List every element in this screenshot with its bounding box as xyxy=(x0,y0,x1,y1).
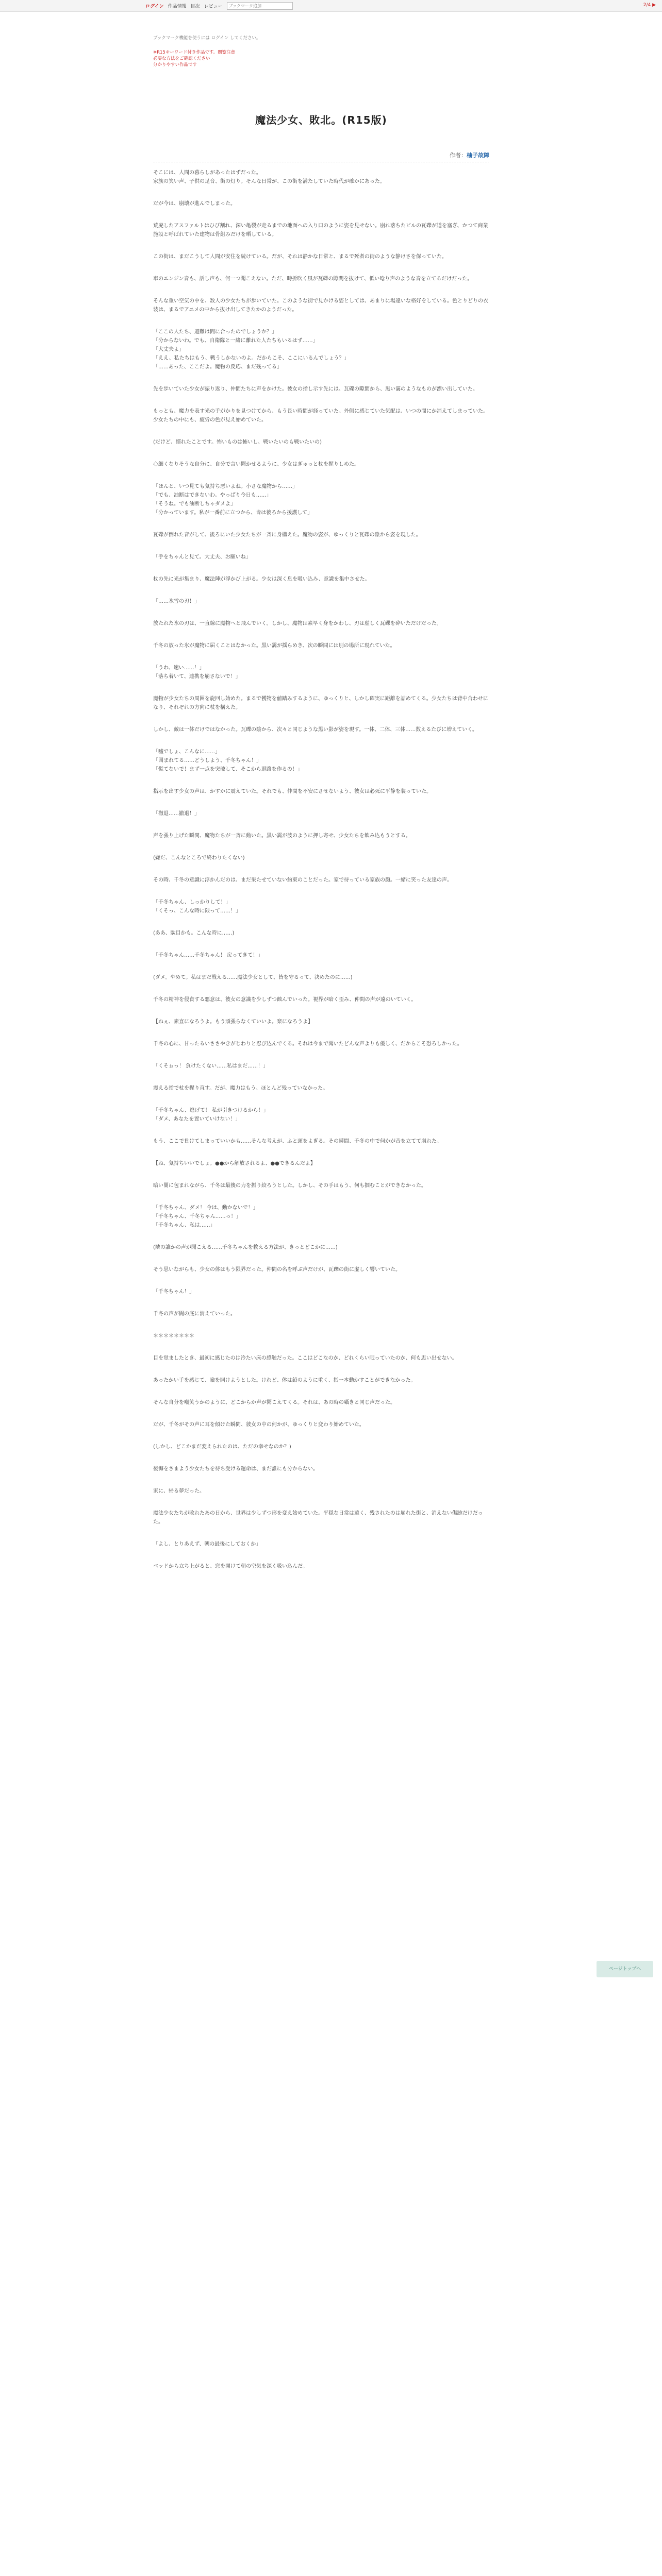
novel-paragraph: 指示を出す少女の声は、かすかに震えていた。それでも、仲間を不安にさせないよう、彼女は必死に平静を装っていた。 xyxy=(153,789,432,794)
top-bar xyxy=(0,0,662,12)
novel-paragraph: その時、千冬の意識に浮かんだのは、まだ果たせていない約束のことだった。家で待っている家族の顔。一緒に笑った友達の声。 xyxy=(153,877,452,883)
author-link[interactable]: 柚子故障 xyxy=(467,152,489,159)
novel-paragraph: 「嘘でしょ、こんなに……」 「囲まれてる……どうしよう、千冬ちゃん！」 「慌てないで！まず一点を突破して、そこから退路を作るの！」 xyxy=(153,749,303,772)
novel-paragraph: 先を歩いていた少女が振り返り、仲間たちに声をかけた。彼女の指し示す先には、瓦礫の隙間から、黒い靄のようなものが漂い出していた。 xyxy=(153,386,478,392)
novel-paragraph: ＊＊＊＊＊＊＊＊ xyxy=(153,1333,194,1339)
author-label: 作者： xyxy=(450,152,467,159)
novel-paragraph: 後悔をさまよう少女たちを待ち受ける運命は、まだ誰にも分からない。 xyxy=(153,1466,318,1472)
novel-paragraph: そんな重い空気の中を、数人の少女たちが歩いていた。このような街で見かける姿としては、あまりに場違いな格好をしている。色とりどりの衣装は、まるでアニメの中から抜け出してきたかのようだった。 xyxy=(153,298,488,313)
login-notice: ブックマーク機能を使うには ログイン してください。 xyxy=(153,36,261,41)
novel-paragraph: 「手をちゃんと見て。大丈夫、お願いね」 xyxy=(153,554,251,560)
novel-paragraph: もっとも、魔力を表す光の手がかりを見つけてから、もう長い時間が経っていた。外側に感じていた気配は、いつの間にか消えてしまっていた。少女たちの中にも、疲労の色が見え始めていた。 xyxy=(153,409,488,423)
novel-paragraph: 瓦礫が倒れた音がして、後ろにいた少女たちが一斉に身構えた。魔物の姿が、ゆっくりと瓦礫の陰から姿を現した。 xyxy=(153,532,421,538)
novel-paragraph: 「……氷雪の刃！」 xyxy=(153,599,200,604)
novel-paragraph: 心細くなりそうな自分に、自分で言い聞かせるように、少女はぎゅっと杖を握りしめた。 xyxy=(153,462,359,467)
novel-paragraph: そう思いながらも、少女の体はもう限界だった。仲間の名を呼ぶ声だけが、瓦礫の街に虚しく響いていた。 xyxy=(153,1267,401,1273)
novel-paragraph: 震える指で杖を握り直す。だが、魔力はもう、ほとんど残っていなかった。 xyxy=(153,1086,328,1091)
novel-paragraph: 「ほんと、いつ見ても気持ち悪いよね。小さな魔物から……」 「でも、油断はできないわ。やっぱり今日も……」 「そうね。でも油断しちゃダメよ」 「分かっています。私が一番前に立つから、皆は後ろから援護して」 xyxy=(153,484,313,516)
r15-notice: ※R15キーワード付き作品です。閲覧注意 必要な方法をご確認ください 分かりやすい作品です xyxy=(153,50,236,67)
nav-item-info[interactable]: 作品情報 xyxy=(168,4,187,9)
novel-paragraph: 暗い闇に包まれながら、千冬は最後の力を振り絞ろうとした。しかし、その手はもう、何も掴むことができなかった。 xyxy=(153,1183,426,1189)
novel-paragraph: 「うわ、速い……！」 「落ち着いて、連携を崩さないで！」 xyxy=(153,665,241,680)
novel-paragraph: (だけど、慣れたことです。怖いものは怖いし、戦いたいのも戦いたいの) xyxy=(153,439,322,445)
novel-paragraph: (隣の誰かの声が聞こえる……千冬ちゃんを救える方法が、きっとどこかに……) xyxy=(153,1245,338,1250)
novel-paragraph: 【ね、気持ちいいでしょ。●●から解放されるよ、●●できるんだよ】 xyxy=(153,1161,316,1166)
novel-paragraph: 「くそぉっ！ 負けたくない……私はまだ……！」 xyxy=(153,1063,269,1069)
nav-item-toc[interactable]: 目次 xyxy=(190,4,200,9)
novel-paragraph: 千冬の声が闇の底に消えていった。 xyxy=(153,1311,236,1317)
novel-paragraph: 「よし、とりあえず、朝の最後にしておくか」 xyxy=(153,1541,261,1547)
novel-paragraph: 「千冬ちゃん！」 xyxy=(153,1289,194,1295)
novel-paragraph: しかし、敵は一体だけではなかった。瓦礫の陰から、次々と同じような黒い影が姿を現す。一体、二体、三体……数えるたびに増えていく。 xyxy=(153,727,477,733)
novel-paragraph: 「撤退……撤退！」 xyxy=(153,811,200,817)
author-line xyxy=(450,151,489,159)
novel-paragraph: 千冬の放った氷が魔物に届くことはなかった。黒い靄が揺らめき、次の瞬間には別の場所に現れていた。 xyxy=(153,643,395,649)
novel-paragraph: そんな自分を嘲笑うかのように、どこからか声が聞こえてくる。それは、あの時の囁きと同じ声だった。 xyxy=(153,1400,395,1405)
novel-paragraph: 「千冬ちゃん、ダメ！ 今は、動かないで！」 「千冬ちゃん、千冬ちゃん……っ！」 「千冬ちゃん、私は……」 xyxy=(153,1205,258,1228)
novel-paragraph: (ダメ。やめて。私はまだ戦える……魔法少女として、皆を守るって、決めたのに……) xyxy=(153,975,353,980)
novel-paragraph: 千冬の精神を侵食する悪意は、彼女の意識を少しずつ蝕んでいった。視界が暗く歪み、仲間の声が遠のいていく。 xyxy=(153,997,417,1003)
novel-paragraph: そこには、人間の暮らしがあったはずだった。 家族の笑い声、子供の足音、街の灯り。そんな日常が、この街を満たしていた時代が確かにあった。 xyxy=(153,170,385,184)
nav-item-review[interactable]: レビュー xyxy=(204,4,223,9)
novel-paragraph: 家に、帰る夢だった。 xyxy=(153,1488,205,1494)
novel-title: 魔法少女、敗北。(R15版) xyxy=(255,114,387,126)
bookmark-input[interactable] xyxy=(227,2,293,10)
novel-paragraph: だが、千冬がその声に耳を傾けた瞬間、彼女の中の何かが、ゆっくりと変わり始めていた。 xyxy=(153,1422,365,1428)
novel-paragraph: 魔物が少女たちの周囲を旋回し始めた。まるで獲物を値踏みするように、ゆっくりと、しかし確実に距離を詰めてくる。少女たちは背中合わせになり、それぞれの方向に杖を構えた。 xyxy=(153,696,488,710)
novel-paragraph: 「千冬ちゃん、逃げて！ 私が引きつけるから！」 「ダメ、あなたを置いていけない！」 xyxy=(153,1108,269,1122)
novel-paragraph: 放たれた氷の刃は、一直線に魔物へと飛んでいく。しかし、魔物は素早く身をかわし、刃は虚しく瓦礫を砕いただけだった。 xyxy=(153,621,442,626)
page-indicator[interactable]: 2/4 ▶ xyxy=(643,3,656,8)
novel-paragraph: 「千冬ちゃん、しっかりして！」 「くそっ、こんな時に限って……！」 xyxy=(153,900,241,914)
novel-paragraph: もう、ここで負けてしまっていいかも……そんな考えが、ふと頭をよぎる。その瞬間、千冬の中で何かが音を立てて崩れた。 xyxy=(153,1139,442,1144)
novel-paragraph: 車のエンジン音も、話し声も、何一つ聞こえない。ただ、時折吹く風が瓦礫の隙間を抜けて、低い唸り声のような音を立てるだけだった。 xyxy=(153,276,473,282)
novel-paragraph: (ああ、駄目かも。こんな時に……) xyxy=(153,930,235,936)
novel-paragraph: 声を張り上げた瞬間、魔物たちが一斉に動いた。黒い靄が波のように押し寄せ、少女たちを飲み込もうとする。 xyxy=(153,833,411,839)
novel-paragraph: 魔法少女たちが敗れたあの日から、世界は少しずつ形を変え始めていた。平穏な日常は遠く、残されたのは崩れた街と、消えない傷跡だけだった。 xyxy=(153,1511,483,1525)
novel-paragraph: 目を覚ましたとき、最初に感じたのは冷たい床の感触だった。ここはどこなのか、どれくらい眠っていたのか、何も思い出せない。 xyxy=(153,1355,457,1361)
login-link[interactable]: ログイン xyxy=(145,4,164,9)
page-top-button[interactable]: ページトップへ xyxy=(597,1961,653,1977)
novel-paragraph: この街は、まだこうして人間が安住を続けている。だが、それは静かな日常と、まるで死者の街のような静けさを保っていた。 xyxy=(153,254,447,260)
novel-paragraph: (嫌だ、こんなところで終わりたくない) xyxy=(153,855,245,861)
novel-paragraph: 「千冬ちゃん……千冬ちゃん！ 戻ってきて！」 xyxy=(153,953,263,958)
novel-paragraph: だが今は、崩壊が進んでしまった。 xyxy=(153,201,236,207)
novel-paragraph: ベッドから立ち上がると、窓を開けて朝の空気を深く吸い込んだ。 xyxy=(153,1564,308,1569)
novel-paragraph: あったかい手を感じて、瞼を開けようとした。けれど、体は鉛のように重く、指一本動かすことができなかった。 xyxy=(153,1378,416,1383)
novel-paragraph: (しかし、どこかまだ変えられたのは、ただの幸せなのか？) xyxy=(153,1444,291,1450)
novel-paragraph: 「ここの人たち、避難は間に合ったのでしょうか？」 「分からないわ。でも、自衛隊と一緒に離れた人たちもいるはず……」 「大丈夫よ」 「ええ、私たちはもう、戦うしかないのよ。だからこそ、ここにいるんでしょう？」 「……あった、ここだよ。魔物の反応、まだ残ってる」 xyxy=(153,329,350,370)
novel-paragraph: 【ねぇ、素直になろうよ。もう頑張らなくていいよ。楽になろうよ】 xyxy=(153,1019,313,1025)
top-nav xyxy=(145,0,293,11)
novel-paragraph: 荒廃したアスファルトはひび割れ、深い亀裂が走るまでの地面への入り口のように姿を見せない。崩れ落ちたビルの瓦礫が道を塞ぎ、かつて商業施設と呼ばれていた建物は骨組みだけを晒している。 xyxy=(153,223,488,238)
novel-paragraph: 千冬の心に、甘ったるいささやきがじわりと忍び込んでくる。それは今まで聞いたどんな声よりも優しく、だからこそ恐ろしかった。 xyxy=(153,1041,462,1047)
novel-body xyxy=(153,168,489,1584)
novel-paragraph: 杖の先に光が集まり、魔法陣が浮かび上がる。少女は深く息を吸い込み、意識を集中させた。 xyxy=(153,577,370,582)
